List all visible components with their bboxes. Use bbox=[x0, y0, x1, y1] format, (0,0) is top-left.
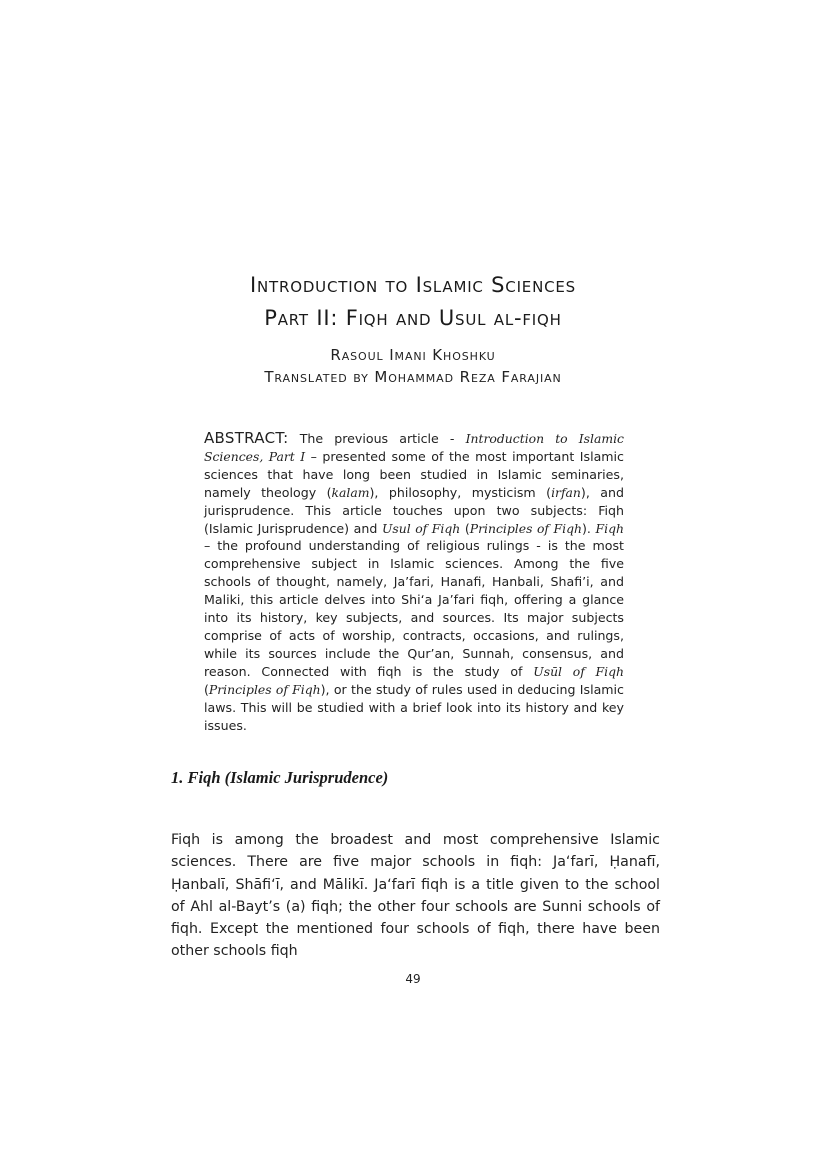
title-line-2: Part II: Fiqh and Usul al-fiqh bbox=[264, 306, 562, 330]
translator-credit: Translated by Mohammad Reza Farajian bbox=[264, 368, 562, 386]
abstract-text: ), and jurisprudence. This article touches upon two subjects: Fiqh (Islamic Jurisprudence) and bbox=[204, 484, 624, 536]
abstract-italic: Fiqh bbox=[595, 520, 625, 536]
abstract-italic: Introduction to Islamic Sciences, Part I bbox=[204, 431, 624, 464]
abstract-text: – the profound understanding of religious rulings - is the most comprehensive subject in Islamic sciences. Among the five schools of thought, namely, Ja’fari, Hanafi, Hanbali, Shafi’i, and Maliki, this article delves into Shi‘a Ja’fari fiqh, offering a glance into its history, key subjects, and sources. Its major subjects comprise of acts of worship, contracts, occasions, and rulings, while its sources include the Qur’an, Sunnah, consensus, and reason. Connected with fiqh is the study of bbox=[204, 538, 624, 679]
abstract-italic: Principles of Fiqh bbox=[208, 681, 321, 697]
abstract-text: ). bbox=[582, 520, 596, 536]
abstract-text: The previous article - bbox=[288, 431, 466, 446]
abstract-text: ( bbox=[460, 520, 470, 536]
abstract-italic: Usul of Fiqh bbox=[381, 520, 461, 536]
abstract-text: ), philosophy, mysticism ( bbox=[369, 484, 552, 500]
abstract-text: – presented some of the most important Islamic sciences that have long been studied in Islamic seminaries, namely theology ( bbox=[204, 448, 624, 500]
author-name: Rasoul Imani Khoshku bbox=[330, 346, 496, 364]
page-number: 49 bbox=[405, 972, 421, 986]
title-line-1: Introduction to Islamic Sciences bbox=[250, 273, 576, 297]
abstract-italic: Usūl of Fiqh bbox=[533, 663, 624, 679]
abstract-text: ), or the study of rules used in deducing Islamic laws. This will be studied with a brief look into its history and key issues. bbox=[204, 681, 624, 733]
section-heading: 1. Fiqh (Islamic Jurisprudence) bbox=[171, 768, 389, 787]
abstract-text: ( bbox=[204, 681, 209, 697]
abstract-label: ABSTRACT: bbox=[204, 429, 289, 447]
abstract-italic: kalam bbox=[331, 484, 370, 500]
abstract bbox=[204, 430, 624, 734]
section-body: Fiqh is among the broadest and most comprehensive Islamic sciences. There are five major schools in fiqh: Ja‘farī, Ḥanafī, Ḥanbalī, Shāfi‘ī, and Mālikī. Ja‘farī fiqh is a title given to the school of Ahl al-Bayt’s (a) fiqh; the other four schools are Sunni schools of fiqh. Except the mentioned four schools of fiqh, there have been other schools fiqh bbox=[171, 832, 660, 960]
abstract-italic: Principles of Fiqh bbox=[469, 520, 583, 536]
abstract-italic: irfan bbox=[551, 484, 581, 500]
